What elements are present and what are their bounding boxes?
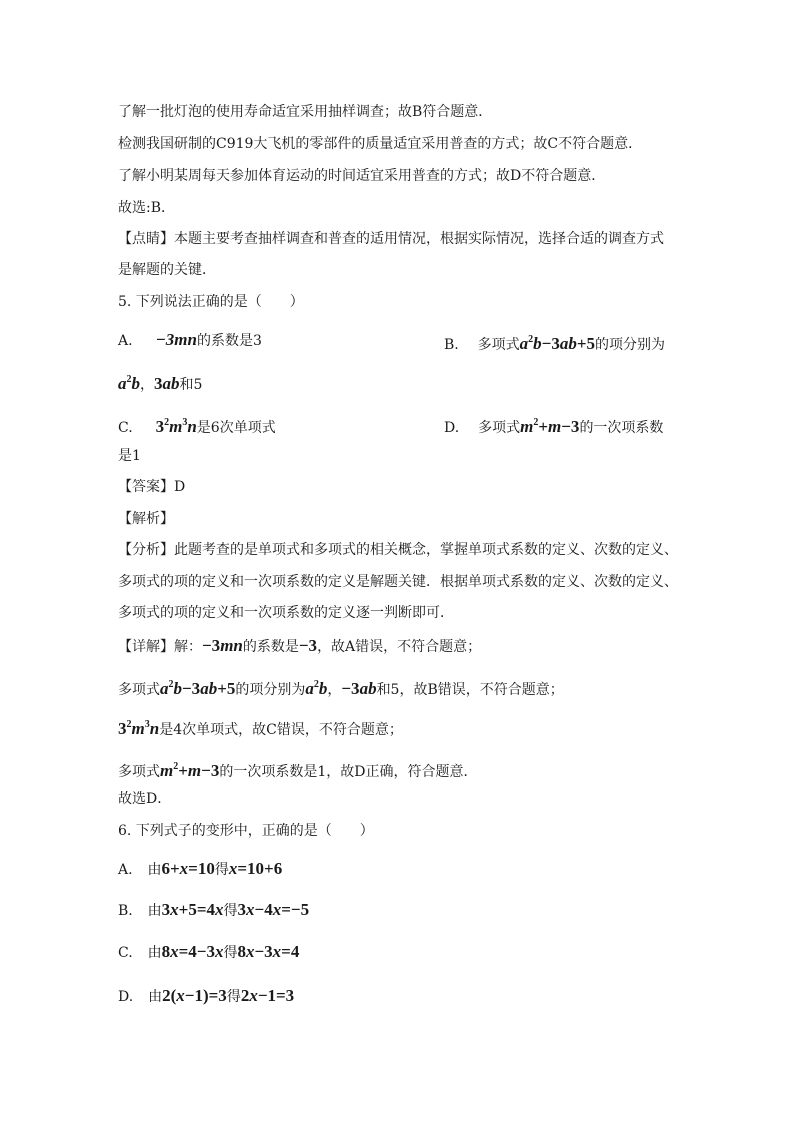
math-expression: x=10+6 [228,859,283,878]
detail-text: 和5，故B错误，不符合题意； [376,682,564,698]
option-label: A. [118,333,133,349]
q5-option-d [444,413,663,438]
option-text: 由 [147,862,162,878]
option-text: 和5 [179,377,203,393]
math-expression: 2x−1=3 [240,986,295,1005]
answer-line: 【答案】D [118,479,186,495]
detail-line-c [118,715,403,740]
option-text: 的一次项系数 [579,420,664,436]
solution-line: 了解一批灯泡的使用寿命适宜采用抽样调查；故B符合题意． [118,104,493,120]
q5-option-b [444,330,665,355]
math-expression: 2(x−1)=3 [162,986,227,1005]
math-expression: −3mn [155,330,197,349]
option-text: 多项式 [477,337,520,353]
comment-line: 【点睛】本题主要考查抽样调查和普查的适用情况，根据实际情况，选择合适的调查方式 [118,231,664,247]
solution-line: 检测我国研制的C919大飞机的零部件的质量适宜采用普查的方式；故C不符合题意． [118,136,643,152]
math-expression: $3^2m^3n$ [118,719,160,738]
q5-option-d-continued: 是1 [118,448,141,464]
math-expression: $a^2b$ [305,679,328,698]
option-text: 得 [226,989,241,1005]
analysis-line: 多项式的项的定义和一次项系数的定义逐一判断即可． [118,605,454,621]
option-text: 是6次单项式 [196,420,276,436]
math-expression: −3mn [202,636,243,655]
option-label: C. [118,945,133,961]
option-text: 由 [147,903,162,919]
math-expression: 8x−3x=4 [237,942,300,961]
math-expression: $a^2b-3ab+5$ [160,679,236,698]
detail-text: 【详解】解： [118,639,202,655]
detail-line-a [118,636,481,657]
math-expression: −3ab [341,679,377,698]
detail-text: 的系数是 [242,639,299,655]
separator: ， [140,377,154,393]
option-text: 得 [214,862,229,878]
option-text: 得 [223,903,238,919]
q5-option-c [118,413,276,438]
detail-text: ，故A错误，不符合题意； [317,639,482,655]
option-label: B. [118,903,133,919]
math-expression: 3ab [154,374,180,393]
option-label: C. [118,420,133,436]
analysis-line: 多项式的项的定义和一次项系数的定义是解题关键．根据单项式系数的定义、次数的定义、 [118,574,678,590]
detail-line-b [118,675,564,700]
detail-text: 多项式 [118,682,160,698]
choose-line: 故选D． [118,791,172,807]
option-text: 的系数是3 [196,333,262,349]
math-expression: −3 [298,636,318,655]
option-text: 的项分别为 [595,337,666,353]
analysis-line: 【分析】此题考查的是单项式和多项式的相关概念，掌握单项式系数的定义、次数的定义、 [118,542,678,558]
detail-line-d [118,757,477,782]
solution-line: 故选:B． [118,200,176,216]
math-expression: $a^2b-3ab+5$ [519,334,596,353]
question-5-stem: 5. 下列说法正确的是（ ） [118,294,304,310]
math-expression: $m^2+m-3$ [160,761,220,780]
option-label: A. [118,862,133,878]
option-text: 由 [147,945,162,961]
math-expression: 6+x=10 [161,859,215,878]
separator: ， [327,682,342,698]
option-label: D. [444,420,460,436]
math-expression: $3^2m^3n$ [155,417,197,436]
analysis-title: 【解析】 [118,511,174,527]
option-text: 由 [148,989,163,1005]
detail-text: 的一次项系数是1，故D正确，符合题意． [219,764,478,780]
option-text: 得 [223,945,238,961]
detail-text: 多项式 [118,764,160,780]
math-expression: 3x+5=4x [161,900,224,919]
option-label: B. [444,337,459,353]
math-expression: 8x=4−3x [161,942,224,961]
q5-option-a [118,330,262,351]
math-expression: $m^2+m-3$ [520,417,580,436]
math-expression: $a^2b$ [118,374,140,393]
q5-option-b-continued [118,370,202,395]
question-6-stem: 6. 下列式子的变形中，正确的是（ ） [118,823,374,839]
solution-line: 了解小明某周每天参加体育运动的时间适宜采用普查的方式；故D不符合题意． [118,168,606,184]
option-text: 多项式 [478,420,521,436]
math-expression: 3x−4x=−5 [237,900,310,919]
q6-option-a [118,859,282,880]
q6-option-d [118,986,294,1007]
comment-line: 是解题的关键． [118,262,216,278]
q6-option-c [118,942,299,963]
q6-option-b [118,900,309,921]
option-label: D. [118,989,134,1005]
detail-text: 的项分别为 [235,682,306,698]
detail-text: 是4次单项式，故C错误，不符合题意； [159,722,403,738]
